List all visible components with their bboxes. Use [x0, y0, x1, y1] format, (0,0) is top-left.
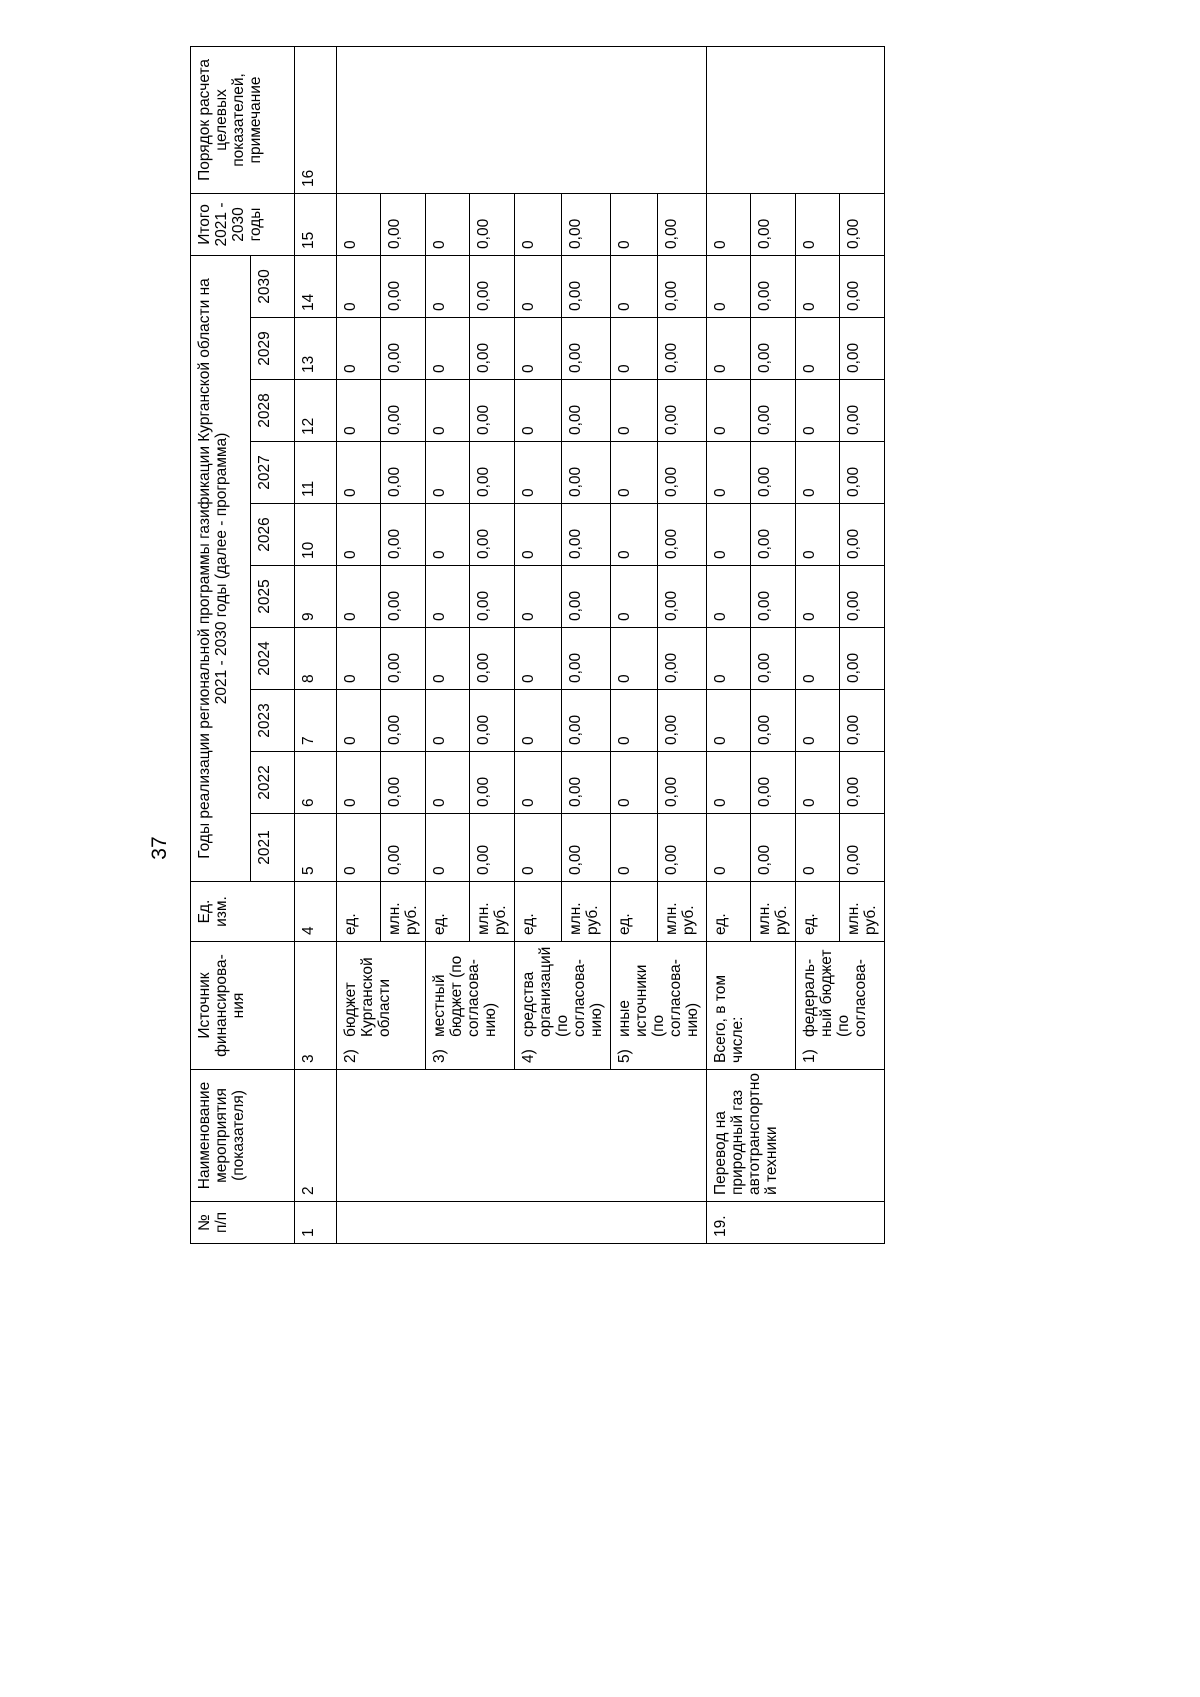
year-value-cell: 0 [426, 814, 470, 882]
column-number: 5 [295, 814, 337, 882]
unit-cell: млн. руб. [840, 882, 885, 942]
year-value-cell: 0,00 [562, 442, 611, 504]
year-value-cell: 0,00 [562, 504, 611, 566]
note-cell [707, 46, 885, 193]
year-value-cell: 0,00 [381, 628, 426, 690]
year-value-cell: 0,00 [470, 318, 515, 380]
funding-source [337, 942, 426, 1070]
year-value-cell: 0,00 [470, 752, 515, 814]
year-value-cell: 0,00 [751, 380, 796, 442]
total-cell: 0,00 [751, 193, 796, 255]
column-number: 8 [295, 628, 337, 690]
year-value-cell: 0 [337, 628, 381, 690]
year-value-cell: 0,00 [381, 255, 426, 317]
table-row [515, 46, 562, 1243]
year-value-cell: 0 [515, 380, 562, 442]
total-cell: 0 [796, 193, 840, 255]
year-value-cell: 0,00 [658, 628, 707, 690]
year-value-cell: 0,00 [751, 814, 796, 882]
year-value-cell: 0,00 [751, 690, 796, 752]
column-number: 4 [295, 882, 337, 942]
year-value-cell: 0 [426, 442, 470, 504]
year-value-cell: 0,00 [840, 814, 885, 882]
column-number: 6 [295, 752, 337, 814]
total-cell: 0,00 [658, 193, 707, 255]
year-value-cell: 0,00 [751, 752, 796, 814]
year-value-cell: 0 [707, 380, 751, 442]
year-value-cell: 0,00 [470, 442, 515, 504]
header-year: 2028 [251, 380, 295, 442]
total-cell: 0 [515, 193, 562, 255]
year-value-cell: 0 [426, 380, 470, 442]
year-value-cell: 0,00 [381, 814, 426, 882]
year-value-cell: 0,00 [658, 255, 707, 317]
year-value-cell: 0 [426, 690, 470, 752]
year-value-cell: 0 [611, 255, 658, 317]
year-value-cell: 0,00 [840, 442, 885, 504]
header-year: 2025 [251, 566, 295, 628]
row-number [337, 1202, 707, 1244]
year-value-cell: 0,00 [470, 380, 515, 442]
year-value-cell: 0,00 [562, 690, 611, 752]
page-number: 37 [148, 836, 171, 860]
funding-source [515, 942, 611, 1070]
column-number: 11 [295, 442, 337, 504]
header-unit: Ед. изм. [191, 882, 295, 942]
year-value-cell: 0 [426, 255, 470, 317]
year-value-cell: 0,00 [751, 442, 796, 504]
year-value-cell: 0,00 [658, 690, 707, 752]
year-value-cell: 0 [515, 442, 562, 504]
header-years-group: Годы реализации региональной программы газификации Курганской области на 2021 - 2030 годы (далее - программа) [191, 255, 251, 881]
year-value-cell: 0 [426, 318, 470, 380]
year-value-cell: 0,00 [658, 380, 707, 442]
table-row [426, 46, 470, 1243]
total-cell: 0,00 [562, 193, 611, 255]
total-cell: 0,00 [470, 193, 515, 255]
header-year: 2022 [251, 752, 295, 814]
year-value-cell: 0 [515, 690, 562, 752]
year-value-cell: 0,00 [840, 628, 885, 690]
column-number: 2 [295, 1070, 337, 1202]
year-value-cell: 0,00 [658, 442, 707, 504]
year-value-cell: 0,00 [381, 690, 426, 752]
column-number: 9 [295, 566, 337, 628]
year-value-cell: 0 [337, 318, 381, 380]
row-number: 19. [707, 1202, 885, 1244]
year-value-cell: 0,00 [470, 504, 515, 566]
note-cell [337, 46, 707, 193]
year-value-cell: 0,00 [381, 318, 426, 380]
funding-source-number: 2) [342, 1049, 359, 1063]
year-value-cell: 0,00 [470, 566, 515, 628]
year-value-cell: 0 [337, 690, 381, 752]
column-number: 13 [295, 318, 337, 380]
funding-source-label: федераль-ный бюджет (по согласова- [801, 949, 869, 1037]
year-value-cell: 0 [337, 566, 381, 628]
year-value-cell: 0 [707, 255, 751, 317]
activity-name [337, 1070, 707, 1202]
year-value-cell: 0 [707, 690, 751, 752]
year-value-cell: 0,00 [470, 628, 515, 690]
header-year: 2023 [251, 690, 295, 752]
unit-cell: ед. [796, 882, 840, 942]
year-value-cell: 0 [707, 504, 751, 566]
column-number: 1 [295, 1202, 337, 1244]
year-value-cell: 0 [611, 690, 658, 752]
year-value-cell: 0,00 [658, 566, 707, 628]
column-number: 3 [295, 942, 337, 1070]
year-value-cell: 0 [337, 814, 381, 882]
year-value-cell: 0 [796, 752, 840, 814]
table-row [707, 46, 751, 1243]
column-number: 14 [295, 255, 337, 317]
year-value-cell: 0 [707, 752, 751, 814]
year-value-cell: 0 [426, 752, 470, 814]
total-cell: 0 [337, 193, 381, 255]
funding-source [611, 942, 707, 1070]
header-year: 2024 [251, 628, 295, 690]
year-value-cell: 0,00 [840, 380, 885, 442]
year-value-cell: 0,00 [562, 752, 611, 814]
year-value-cell: 0 [707, 814, 751, 882]
year-value-cell: 0,00 [470, 255, 515, 317]
year-value-cell: 0 [426, 504, 470, 566]
year-value-cell: 0,00 [751, 566, 796, 628]
year-value-cell: 0 [515, 255, 562, 317]
year-value-cell: 0 [796, 318, 840, 380]
gasification-program-table [190, 46, 885, 1244]
year-value-cell: 0 [707, 628, 751, 690]
unit-cell: млн. руб. [470, 882, 515, 942]
header-year: 2029 [251, 318, 295, 380]
header-note: Порядок расчета целевых показателей, примечание [191, 46, 295, 193]
year-value-cell: 0 [796, 690, 840, 752]
year-value-cell: 0 [611, 814, 658, 882]
year-value-cell: 0,00 [751, 318, 796, 380]
unit-cell: млн. руб. [658, 882, 707, 942]
funding-source-label: средства организаций (по согласова-нию) [520, 946, 605, 1037]
unit-cell: ед. [337, 882, 381, 942]
year-value-cell: 0 [707, 442, 751, 504]
year-value-cell: 0 [337, 255, 381, 317]
year-value-cell: 0 [611, 380, 658, 442]
header-name: Наименование мероприятия (показателя) [191, 1070, 295, 1202]
funding-source-label: Всего, в том числе: [712, 975, 746, 1063]
year-value-cell: 0 [515, 814, 562, 882]
year-value-cell: 0,00 [658, 504, 707, 566]
year-value-cell: 0,00 [562, 255, 611, 317]
funding-source-number: 4) [520, 1049, 537, 1063]
funding-source-label: иные источники (по согласова-нию) [616, 959, 701, 1037]
year-value-cell: 0 [796, 442, 840, 504]
total-cell: 0 [611, 193, 658, 255]
year-value-cell: 0,00 [751, 504, 796, 566]
unit-cell: ед. [707, 882, 751, 942]
header-num: № п/п [191, 1202, 295, 1244]
year-value-cell: 0,00 [381, 566, 426, 628]
year-value-cell: 0,00 [562, 628, 611, 690]
year-value-cell: 0 [611, 318, 658, 380]
unit-cell: млн. руб. [381, 882, 426, 942]
unit-cell: ед. [426, 882, 470, 942]
year-value-cell: 0,00 [840, 752, 885, 814]
unit-cell: млн. руб. [751, 882, 796, 942]
year-value-cell: 0,00 [381, 752, 426, 814]
year-value-cell: 0 [611, 752, 658, 814]
column-number: 12 [295, 380, 337, 442]
year-value-cell: 0 [337, 752, 381, 814]
total-cell: 0 [707, 193, 751, 255]
funding-source-label: бюджет Курганской области [342, 957, 393, 1037]
table-row [611, 46, 658, 1243]
year-value-cell: 0,00 [751, 628, 796, 690]
activity-name: Перевод на природный газ автотранспортно й техники [707, 1070, 885, 1202]
year-value-cell: 0 [796, 504, 840, 566]
funding-source-number: 5) [616, 1049, 633, 1063]
year-value-cell: 0 [707, 566, 751, 628]
year-value-cell: 0,00 [658, 814, 707, 882]
year-value-cell: 0 [611, 566, 658, 628]
year-value-cell: 0,00 [470, 690, 515, 752]
year-value-cell: 0,00 [658, 752, 707, 814]
year-value-cell: 0,00 [562, 814, 611, 882]
year-value-cell: 0,00 [840, 690, 885, 752]
table-row [796, 46, 840, 1243]
header-total: Итого 2021 - 2030 годы [191, 193, 295, 255]
year-value-cell: 0 [515, 566, 562, 628]
table-row [337, 46, 381, 1243]
year-value-cell: 0 [611, 628, 658, 690]
year-value-cell: 0,00 [381, 380, 426, 442]
funding-source-number: 3) [431, 1049, 448, 1063]
year-value-cell: 0,00 [562, 566, 611, 628]
funding-source [426, 942, 515, 1070]
year-value-cell: 0 [337, 442, 381, 504]
year-value-cell: 0 [337, 504, 381, 566]
year-value-cell: 0,00 [751, 255, 796, 317]
year-value-cell: 0,00 [840, 318, 885, 380]
year-value-cell: 0 [337, 380, 381, 442]
year-value-cell: 0 [796, 628, 840, 690]
column-number: 10 [295, 504, 337, 566]
total-cell: 0 [426, 193, 470, 255]
funding-source-label: местный бюджет (по согласова-нию) [431, 955, 499, 1037]
year-value-cell: 0 [515, 752, 562, 814]
funding-source [796, 942, 885, 1070]
funding-source-number: 1) [801, 1049, 818, 1063]
column-number: 15 [295, 193, 337, 255]
year-value-cell: 0,00 [470, 814, 515, 882]
year-value-cell: 0 [426, 628, 470, 690]
year-value-cell: 0,00 [840, 566, 885, 628]
column-number: 7 [295, 690, 337, 752]
unit-cell: ед. [515, 882, 562, 942]
year-value-cell: 0 [515, 628, 562, 690]
unit-cell: ед. [611, 882, 658, 942]
rotated-table-container [190, 59, 1138, 1244]
year-value-cell: 0 [515, 318, 562, 380]
total-cell: 0,00 [840, 193, 885, 255]
year-value-cell: 0 [796, 255, 840, 317]
year-value-cell: 0,00 [562, 318, 611, 380]
year-value-cell: 0 [796, 814, 840, 882]
header-year: 2026 [251, 504, 295, 566]
year-value-cell: 0 [611, 442, 658, 504]
year-value-cell: 0,00 [840, 504, 885, 566]
year-value-cell: 0 [426, 566, 470, 628]
header-year: 2027 [251, 442, 295, 504]
year-value-cell: 0,00 [562, 380, 611, 442]
column-number: 16 [295, 46, 337, 193]
year-value-cell: 0,00 [658, 318, 707, 380]
year-value-cell: 0,00 [381, 504, 426, 566]
year-value-cell: 0,00 [840, 255, 885, 317]
unit-cell: млн. руб. [562, 882, 611, 942]
funding-source [707, 942, 796, 1070]
header-year: 2021 [251, 814, 295, 882]
year-value-cell: 0 [796, 566, 840, 628]
year-value-cell: 0 [611, 504, 658, 566]
year-value-cell: 0 [796, 380, 840, 442]
header-source: Источник финансирова-ния [191, 942, 295, 1070]
total-cell: 0,00 [381, 193, 426, 255]
header-year: 2030 [251, 255, 295, 317]
year-value-cell: 0,00 [381, 442, 426, 504]
year-value-cell: 0 [707, 318, 751, 380]
year-value-cell: 0 [515, 504, 562, 566]
